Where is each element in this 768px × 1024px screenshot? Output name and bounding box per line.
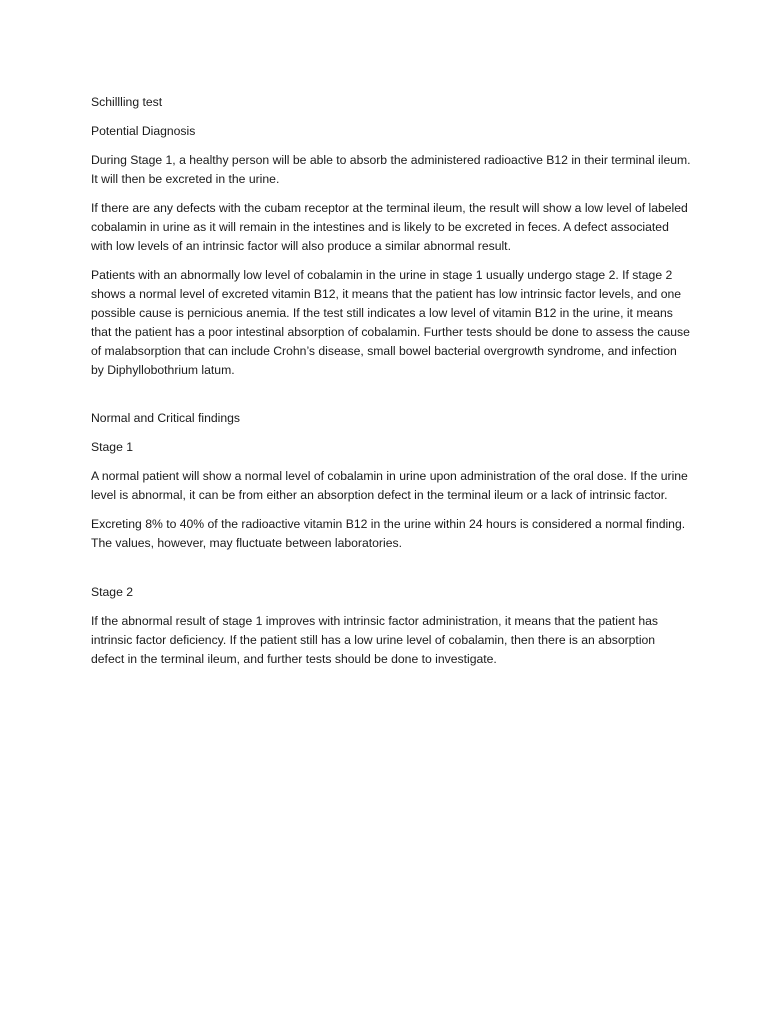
stage-1-paragraph-2: Excreting 8% to 40% of the radioactive vitamin B12 in the urine within 24 hours is considered a normal finding. The values, however, may fluctuate between laboratories. xyxy=(91,517,686,550)
stage-1-heading: Stage 1 xyxy=(91,440,134,454)
stage-2-paragraph-1: If the abnormal result of stage 1 improves with intrinsic factor administration, it means that the patient has intrinsic factor deficiency. If the patient still has a low urine level of cobalamin, then there is an absorption defect in the terminal ileum, and further tests should be done to investigate. xyxy=(91,614,658,666)
potential-diagnosis-paragraph-2: If there are any defects with the cubam receptor at the terminal ileum, the result will show a low level of labeled cobalamin in urine as it will remain in the intestines and is likely to be excreted in feces. A defect associated with low levels of an intrinsic factor will also produce a similar abnormal result. xyxy=(91,201,688,253)
potential-diagnosis-paragraph-1: During Stage 1, a healthy person will be able to absorb the administered radioactive B12 in their terminal ileum. It will then be excreted in the urine. xyxy=(91,153,691,186)
document-page xyxy=(91,93,691,669)
normal-critical-heading: Normal and Critical findings xyxy=(91,411,241,425)
document-title: Schillling test xyxy=(91,95,163,109)
potential-diagnosis-paragraph-3: Patients with an abnormally low level of cobalamin in the urine in stage 1 usually undergo stage 2. If stage 2 shows a normal level of excreted vitamin B12, it means that the patient has low intrinsic factor levels, and one possible cause is pernicious anemia. If the test still indicates a low level of vitamin B12 in the urine, it means that the patient has a poor intestinal absorption of cobalamin. Further tests should be done to assess the cause of malabsorption that can include Crohn’s disease, small bowel bacterial overgrowth syndrome, and infection by Diphyllobothrium latum. xyxy=(91,268,690,377)
stage-1-paragraph-1: A normal patient will show a normal level of cobalamin in urine upon administration of the oral dose. If the urine level is abnormal, it can be from either an absorption defect in the terminal ileum or a lack of intrinsic factor. xyxy=(91,469,688,502)
stage-2-heading: Stage 2 xyxy=(91,585,134,599)
potential-diagnosis-heading: Potential Diagnosis xyxy=(91,124,196,138)
